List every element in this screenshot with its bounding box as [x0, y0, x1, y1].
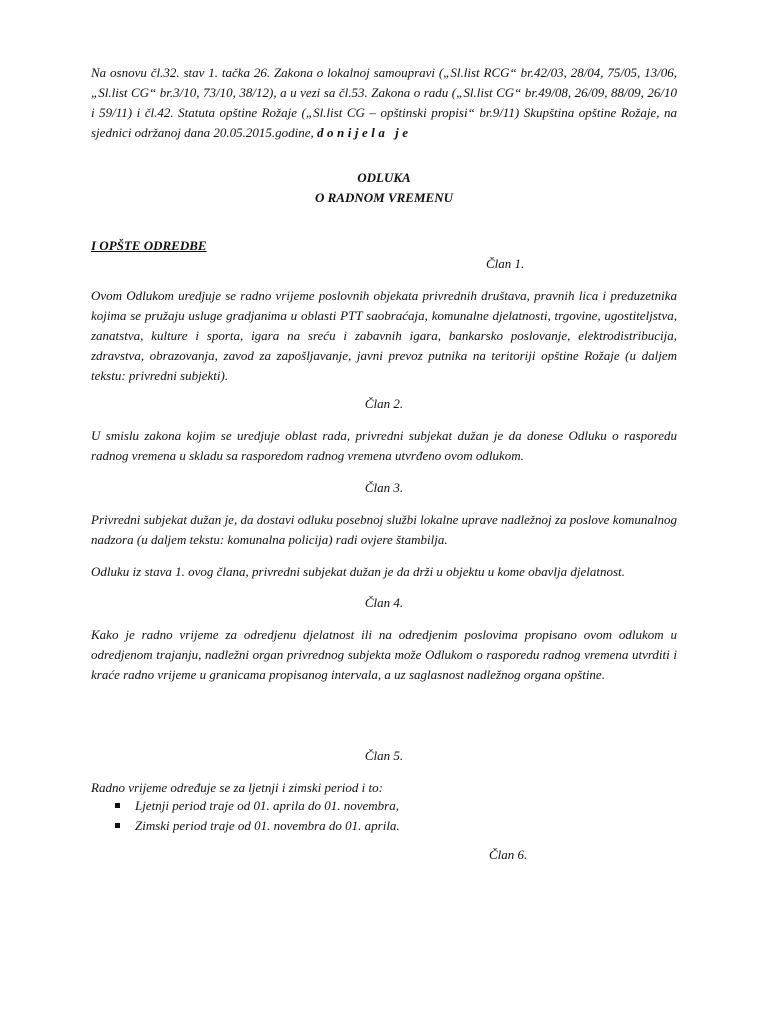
list-item-text: Zimski period traje od 01. novembra do 01. aprila. [135, 818, 400, 833]
article-1-label: Član 1. [486, 256, 525, 271]
document-title [91, 168, 677, 208]
list-item [113, 816, 653, 836]
article-4-text: Kako je radno vrijeme za odredjenu djelatnost ili na odredjenim poslovima propisano ovom odlukom u odredjenom trajanju, nadležni organ privrednog subjekta može Odlukom o rasporedu radnog vremena utvrditi i kraće radno vrijeme u granicama propisanog intervala, a uz saglasnost nadležnog organa opštine. [91, 627, 677, 682]
bullet-square-icon [115, 803, 120, 808]
article-5-label: Član 5. [364, 748, 404, 763]
list-item-text: Ljetnji period traje od 01. aprila do 01. novembra, [135, 798, 399, 813]
article-5-intro: Radno vrijeme određuje se za ljetnji i zimski period i to: [91, 780, 383, 795]
article-3-paragraph-1: Privredni subjekat dužan je, da dostavi odluku posebnoj službi lokalne uprave nadležnoj za poslove komunalnog nadzora (u daljem tekstu: komunalna policija) radi ovjere štambilja. [91, 512, 677, 547]
section-1-heading: I OPŠTE ODREDBE [91, 238, 207, 253]
preamble-text: Na osnovu čl.32. stav 1. tačka 26. Zakona o lokalnoj samoupravi („Sl.list RCG“ br.42/03, 28/04, 75/05, 13/06, „Sl.list CG“ br.3/10, 73/10, 38/12), a u vezi sa čl.53. Zakona o radu („Sl.list CG“ br.49/08, 26/09, 88/09, 26/10 i 59/11) i čl.42. Statuta opštine Rožaje („Sl.list CG – opštinski propisi“ br.9/11) Skupština opštine Rožaje, na sjednici održanoj dana 20.05.2015.godine, [91, 65, 677, 140]
article-1-text: Ovom Odlukom uredjuje se radno vrijeme poslovnih objekata privrednih društava, pravnih lica i preduzetnika kojima se pružaju usluge gradjanima u oblasti PTT saobraćaja, komunalne djelatnosti, trgovine, ugostiteljstva, zanatstva, kulture i sporta, igara na sreću i zabavnih igara, bankarsko poslovanje, elektrodistribucija, zdravstva, obrazovanja, zavod za zapošljavanje, javni prevoz putnika na teritoriji opštine Rožaje (u daljem tekstu: privredni subjekti). [91, 288, 677, 383]
article-2-label: Član 2. [364, 396, 404, 411]
article-5-list [113, 796, 653, 836]
article-3-paragraph-2: Odluku iz stava 1. ovog člana, privredni subjekat dužan je da drži u objektu u kome obavlja djelatnost. [91, 564, 625, 579]
preamble-paragraph [91, 63, 677, 143]
bullet-square-icon [115, 823, 120, 828]
section-heading [91, 236, 677, 256]
preamble-emphasis: donijela je [317, 125, 412, 140]
list-item [113, 796, 653, 816]
title-line-1: ODLUKA [357, 170, 411, 185]
title-line-2: O RADNOM VREMENU [315, 190, 453, 205]
article-2-text: U smislu zakona kojim se uredjuje oblast rada, privredni subjekat dužan je da donese Odluku o rasporedu radnog vremena u skladu sa rasporedom radnog vremena utvrđeno ovom odlukom. [91, 428, 677, 463]
article-3-label: Član 3. [364, 480, 404, 495]
article-6-label: Član 6. [489, 847, 528, 862]
article-4-label: Član 4. [364, 595, 404, 610]
